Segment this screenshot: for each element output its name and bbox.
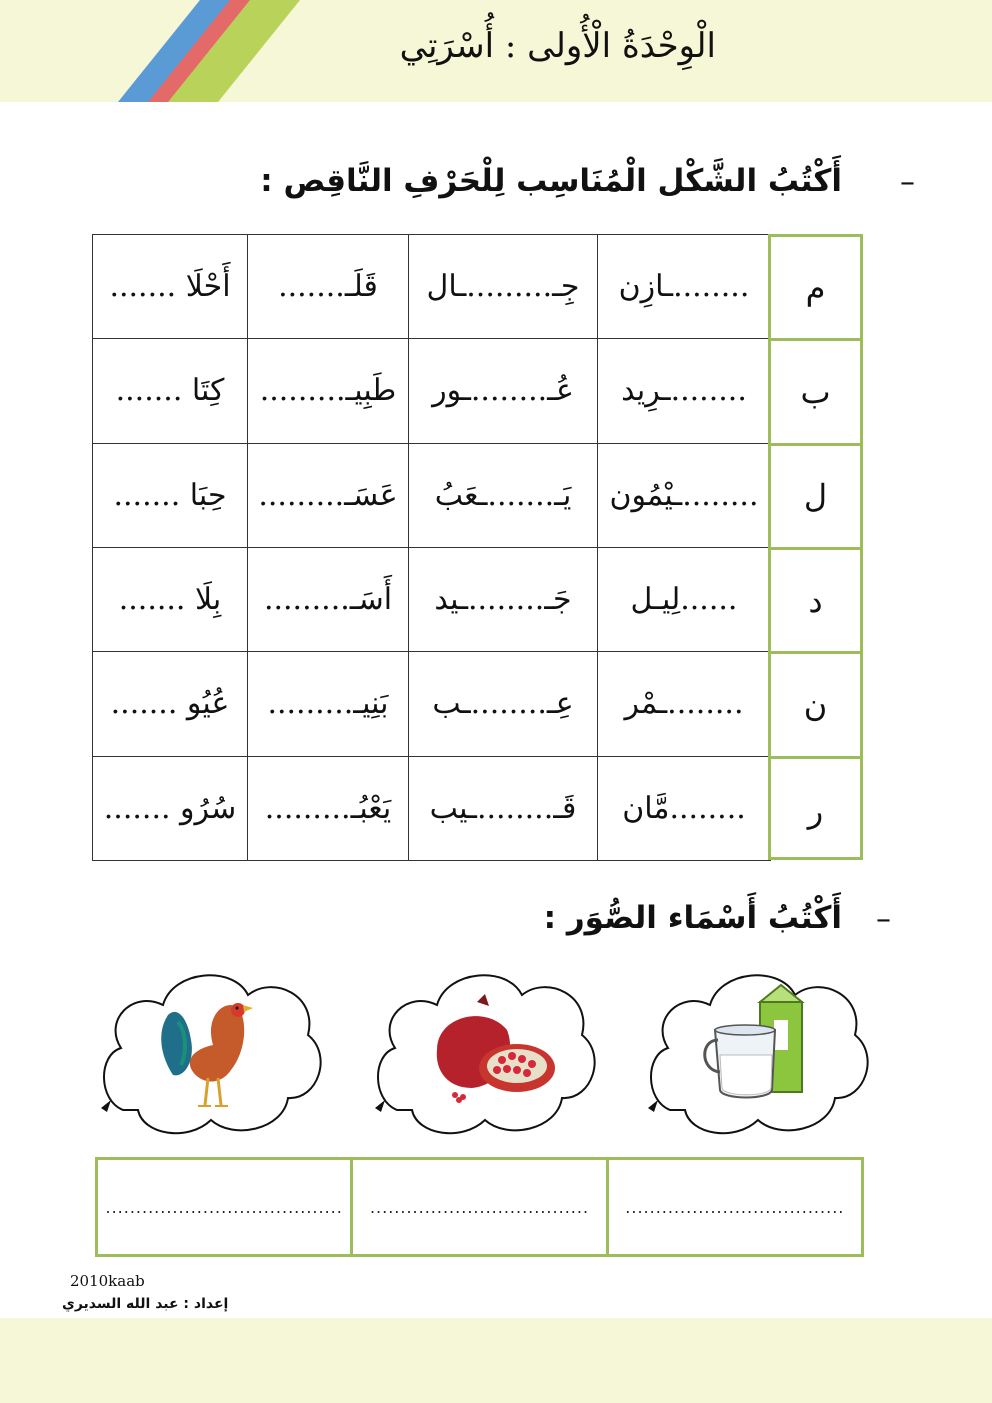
word-cell[interactable]: جَـ........ـيد [409,547,598,651]
word-cell[interactable]: عِـ........ـب [409,652,598,756]
word-cell[interactable]: يَـ.......ـعَبُ [409,443,598,547]
footer-author: إعداد : عبد الله السديري [62,1296,229,1312]
letter-cell: ن [771,654,860,758]
table-row [93,443,771,547]
word-cell[interactable]: قَلَـ....... [248,235,409,339]
footer-band [0,1318,992,1403]
word-cell[interactable]: طَبِيـ......... [248,339,409,443]
word-cell[interactable]: عَسَـ......... [248,443,409,547]
unit-title: الْوِحْدَةُ الْأُولى : أُسْرَتِي [399,26,716,66]
letter-cell: ل [771,446,860,550]
letters-column [768,234,863,860]
word-cell[interactable]: بِلَا ....... [93,547,248,651]
word-cell[interactable]: ......لِيـل [598,547,771,651]
word-cell[interactable]: ........ـرِيد [598,339,771,443]
section1-instruction: أَكْتُبُ الشَّكْل الْمُنَاسِب لِلْحَرْفِ النَّاقِص : [260,163,842,199]
word-cell[interactable]: قَـ........ـيب [409,756,598,860]
word-cell[interactable]: عُـ........ـور [409,339,598,443]
word-cell[interactable]: ........مَّان [598,756,771,860]
section2-instruction: أَكْتُبُ أَسْمَاء الصُّوَر : [543,900,842,936]
table-row [93,652,771,756]
letter-cell: م [771,237,860,341]
letter-cell: ر [807,791,824,830]
letter-cell: ب [771,341,860,445]
bullet-dash: – [876,902,891,937]
answer-field[interactable]: ....................................... [105,1197,343,1217]
decorative-stripes [0,0,300,102]
word-cell[interactable]: ........ـازِن [598,235,771,339]
answer-field[interactable]: .................................... [606,1160,861,1254]
bullet-dash: – [900,165,915,200]
word-cell[interactable]: ........ـمْر [598,652,771,756]
word-cell[interactable]: ........ـيْمُون [598,443,771,547]
word-cell[interactable]: بَنِيـ......... [248,652,409,756]
word-cell[interactable]: أَسَـ......... [248,547,409,651]
word-cell[interactable]: كِتَا ....... [93,339,248,443]
letter-cell: د [771,550,860,654]
table-row [93,235,771,339]
missing-letter-table [92,234,771,861]
table-row [93,756,771,860]
word-cell[interactable]: عُيُو ....... [93,652,248,756]
footer-code: 2010kaab [70,1272,145,1290]
table-row [93,339,771,443]
picture-cloud-pomegranate [367,960,599,1145]
word-cell[interactable]: جِـ.........ـال [409,235,598,339]
word-cell[interactable]: حِبَا ....... [93,443,248,547]
word-cell[interactable]: أَحْلَا ....... [93,235,248,339]
word-cell[interactable]: يَعْبُـ......... [248,756,409,860]
table-row [93,547,771,651]
answer-box [95,1157,864,1257]
picture-cloud-rooster [93,960,325,1145]
answer-field[interactable]: .................................... [350,1160,605,1254]
picture-cloud-milk [640,960,872,1145]
word-cell[interactable]: سُرُو ....... [93,756,248,860]
header-band [0,0,992,102]
